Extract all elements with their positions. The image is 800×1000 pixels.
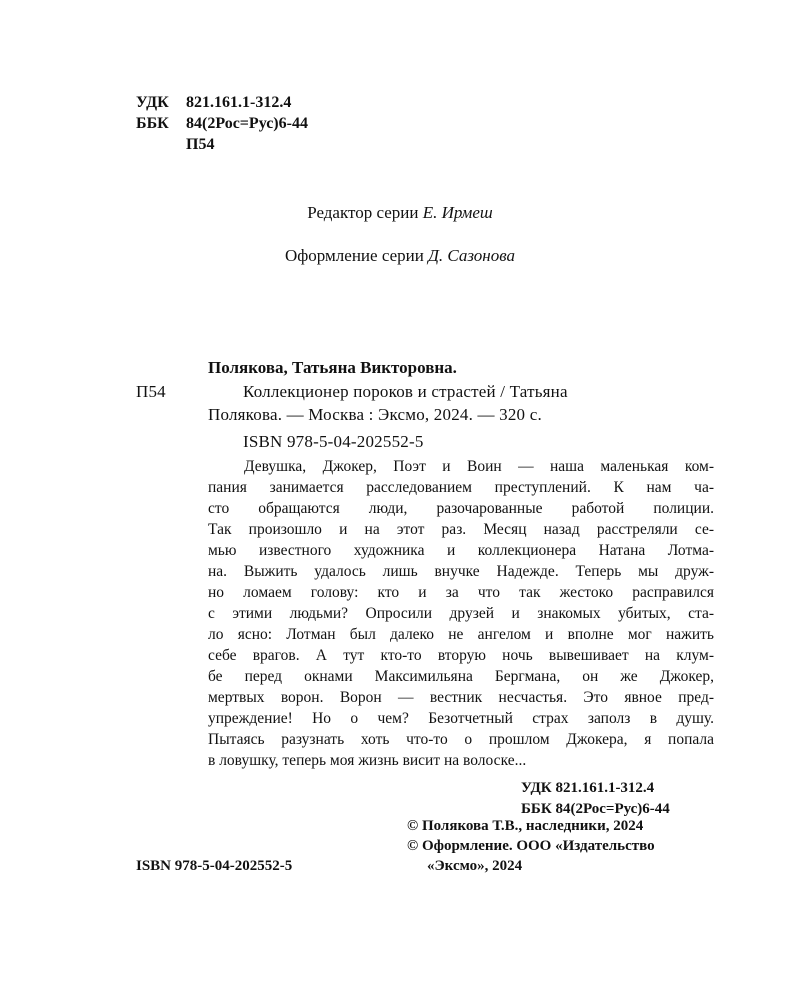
series-editor-name: Е. Ирмеш — [422, 203, 493, 222]
annotation-line: Так произошло и на этот раз. Месяц назад расстреляли се- — [208, 521, 714, 538]
annotation-line: с этими людьми? Опросили друзей и знакомых убитых, ста- — [208, 605, 714, 622]
footer-udk: УДК 821.161.1-312.4 — [521, 780, 655, 796]
annotation-line: сто обращаются люди, разочарованные работой полиции. — [208, 500, 714, 517]
annotation-line: ло ясно: Лотман был далеко не ангелом и вполне мог нажить — [208, 626, 714, 643]
copyright-line-2: © Оформление. ООО «Издательство — [407, 838, 655, 854]
annotation-line: Девушка, Джокер, Поэт и Воин — наша маленькая ком- — [244, 458, 714, 475]
entry-isbn: ISBN 978-5-04-202552-5 — [243, 432, 424, 451]
footer-bbk: ББК 84(2Рос=Рус)6-44 — [521, 801, 670, 817]
bbk-label: ББК — [136, 115, 169, 132]
annotation-line: на. Выжить удалось лишь внучке Надежде. Теперь мы друж- — [208, 563, 714, 580]
annotation-line: мертвых ворон. Ворон — вестник несчастья. Это явное пред- — [208, 689, 714, 706]
annotation — [208, 456, 714, 771]
entry-title-line-1: Коллекционер пороков и страстей / Татьяна — [243, 382, 568, 401]
series-editor-prefix: Редактор серии — [307, 203, 419, 222]
entry-title-line-2: Полякова. — Москва : Эксмо, 2024. — 320 с. — [208, 405, 542, 424]
series-design-name: Д. Сазонова — [428, 246, 515, 265]
annotation-line: бе перед окнами Максимильяна Бергмана, он же Джокер, — [208, 668, 714, 685]
copyright-line-1: © Полякова Т.В., наследники, 2024 — [407, 818, 644, 834]
entry-author: Полякова, Татьяна Викторовна. — [208, 358, 457, 377]
author-mark: П54 — [186, 136, 215, 153]
annotation-line: Пытаясь разузнать хоть что-то о прошлом Джокера, я попала — [208, 731, 714, 748]
series-design — [0, 246, 800, 266]
bbk-value: 84(2Рос=Рус)6-44 — [186, 115, 308, 132]
annotation-line: пания занимается расследованием преступлений. К нам ча- — [208, 479, 714, 496]
annotation-line: но ломаем голову: кто и за что так жестоко расправился — [208, 584, 714, 601]
annotation-line: упреждение! Но о чем? Безотчетный страх заполз в душу. — [208, 710, 714, 727]
entry-mark: П54 — [136, 382, 166, 401]
udk-value: 821.161.1-312.4 — [186, 94, 292, 111]
annotation-line: в ловушку, теперь моя жизнь висит на волоске... — [208, 752, 527, 769]
annotation-line: мью известного художника и коллекционера Натана Лотма- — [208, 542, 714, 559]
copyright-line-3: «Эксмо», 2024 — [427, 858, 523, 874]
series-editor — [0, 203, 800, 223]
series-design-prefix: Оформление серии — [285, 246, 424, 265]
isbn-bottom: ISBN 978-5-04-202552-5 — [136, 858, 293, 874]
udk-label: УДК — [136, 94, 169, 111]
annotation-line: себе врагов. А тут кто-то вторую ночь вывешивает на клум- — [208, 647, 714, 664]
